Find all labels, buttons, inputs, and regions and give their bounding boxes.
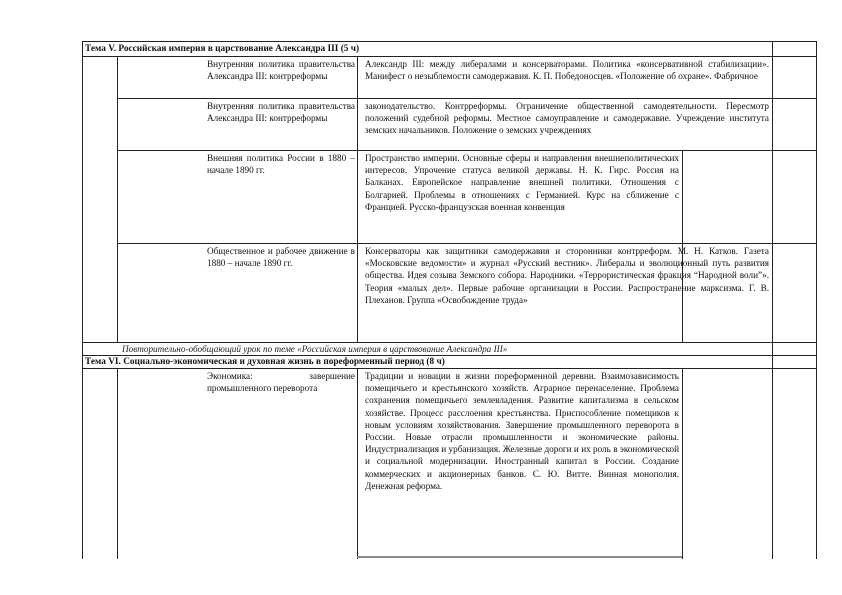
row-content: Александр III: между либералами и консерваторами. Политика «консервативной стабилизации». Манифест о незыблемости самодержавия. К. П. Победоносцев. «Положение об охране». Фабричное xyxy=(365,59,769,82)
row-subject: Внутренняя политика правительства Александра III: контрреформы xyxy=(207,101,355,124)
grid-line xyxy=(117,98,817,99)
grid-line xyxy=(117,150,817,151)
row-content: Консерваторы как защитники самодержавия и сторонники контрреформ. М. Н. Катков. Газета «Московские ведомости» и журнал «Русский вестник». Либералы и эволюционный путь развития общества. Идея созыва Земского собора. Народники. «Террористическая фракция “Народной воли”». Теория «малых дел». Первые рабочие организации в России. Распространение марксизма. Г. В. Плеханов. Группа «Освобождение труда» xyxy=(365,246,769,305)
row-content: законодательство. Контрреформы. Ограничение общественной самодеятельности. Пересмотр положений судебной реформы. Местное самоуправление и самодержавие. Учреждение института земских начальников. Положение о земских учреждениях xyxy=(365,101,769,136)
grid-line xyxy=(82,41,817,42)
row-subject: Внутренняя политика правительства Александра III: контрреформы xyxy=(207,59,355,82)
row-content: Традиции и новации в жизни пореформенной деревни. Взаимозависимость помещичьего и крестьянского хозяйств. Аграрное перенаселение. Проблема сохранения помещичьего землевладения. Развитие капитализма в сельском хозяйстве. Процесс расслоения крестьянства. Приспособление помещиков к новым условиям хозяйствования. Завершение промышленного переворота в России. Новые отрасли промышленности и экономические районы. Индустриализация и урбанизация. Железные дороги и их роль в экономической и социальной модернизации. Иностранный капитал в России. Создание коммерческих и акционерных банков. С. Ю. Витте. Винная монополия. Денежная реформа. xyxy=(365,371,679,491)
grid-line xyxy=(117,243,817,244)
grid-line xyxy=(357,368,358,559)
curriculum-table xyxy=(82,41,817,559)
grid-line xyxy=(82,368,817,369)
grid-line xyxy=(82,41,83,559)
row-content: Пространство империи. Основные сферы и направления внешнеполитических интересов. Упрочение статуса великой державы. Н. К. Гирс. Россия на Балканах. Европейское направление внешней политики. Отношения с Болгарией. Проблемы в отношениях с Германией. Курс на сближение с Францией. Русско-французская военная конвенция xyxy=(365,153,679,212)
text-underline-bar xyxy=(357,556,682,558)
topic-5-title: Тема V. Российская империя в царствование Александра III (5 ч) xyxy=(85,44,360,54)
summary-lesson: Повторительно-обобщающий урок по теме «Российская империя в царствование Александра III» xyxy=(122,344,508,354)
topic-6-title: Тема VI. Социально-экономическая и духовная жизнь в пореформенный период (8 ч) xyxy=(85,357,445,367)
grid-line xyxy=(82,56,817,57)
row-subject: Внешняя политика России в 1880 – начале 1890 гг. xyxy=(207,153,355,176)
grid-line xyxy=(816,41,817,559)
grid-line xyxy=(117,368,118,559)
row-subject: Общественное и рабочее движение в 1880 – начале 1890 гг. xyxy=(207,246,355,269)
grid-line xyxy=(772,41,773,559)
row-subject: Экономика: завершение промышленного переворота xyxy=(207,371,355,394)
grid-line xyxy=(682,368,683,559)
